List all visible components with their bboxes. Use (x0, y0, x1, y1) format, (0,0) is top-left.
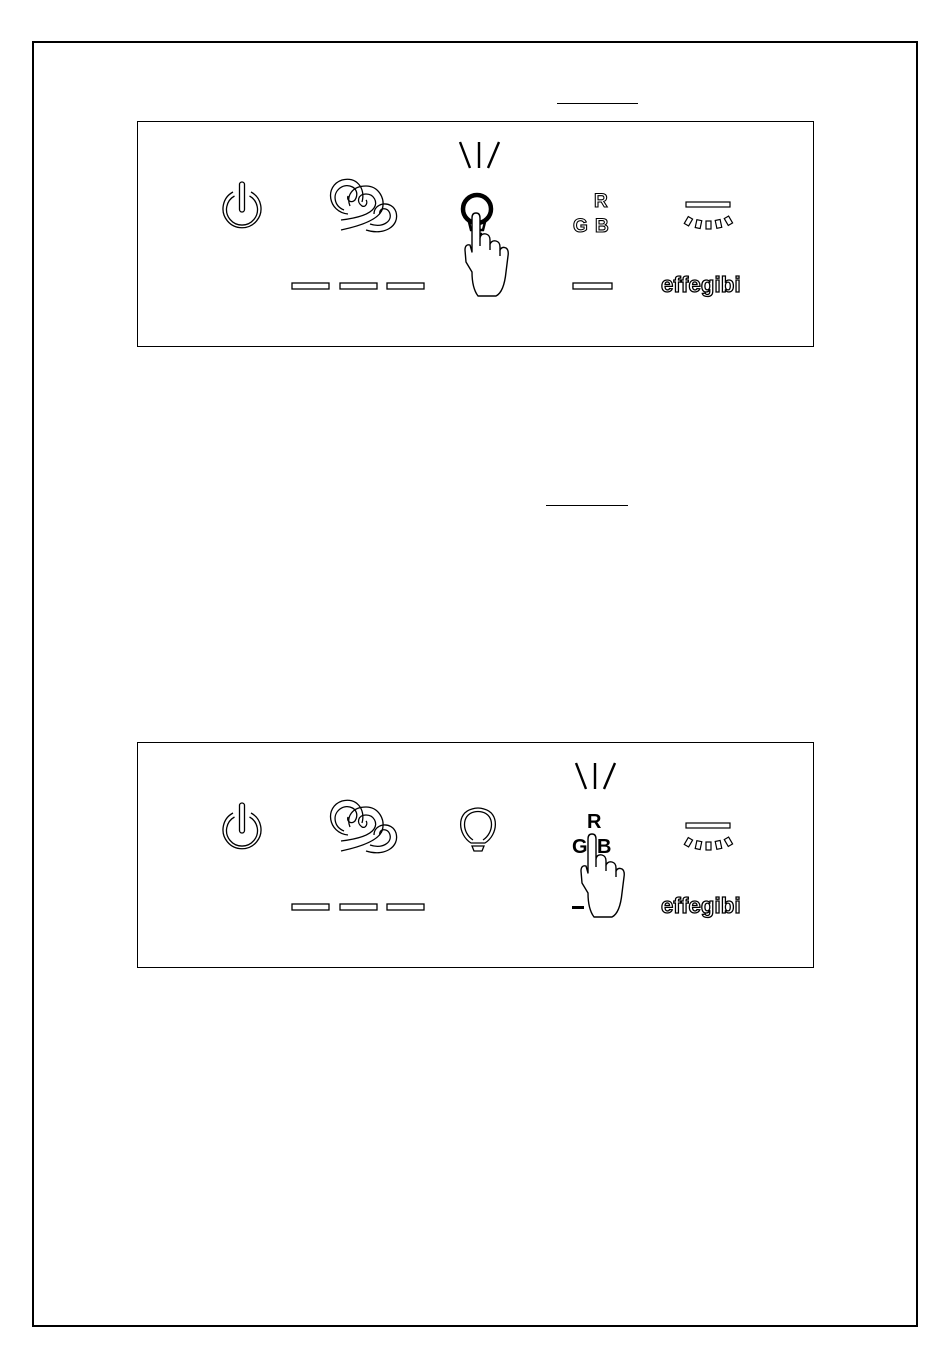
fan-speed-icon[interactable] (331, 179, 397, 232)
rgb-icon-g: G (572, 836, 588, 858)
speed-indicator-2 (340, 283, 377, 289)
press-rays-icon (460, 142, 499, 168)
hand-press-icon (465, 213, 508, 296)
speed-indicator-1 (292, 904, 329, 910)
rgb-icon[interactable] (573, 191, 609, 237)
ambient-light-icon[interactable] (684, 202, 732, 229)
speed-indicators (292, 283, 424, 289)
speed-indicator-1 (292, 283, 329, 289)
blank-line-middle (546, 505, 628, 506)
control-panel-light-pressed (137, 121, 814, 347)
rgb-icon-g: G (573, 216, 588, 237)
brand-logo: effegibi (661, 893, 741, 918)
rgb-icon-b: B (597, 836, 612, 858)
power-icon[interactable] (223, 182, 261, 228)
speed-indicator-2 (340, 904, 377, 910)
fan-speed-icon[interactable] (331, 800, 397, 853)
rgb-icon-b: B (595, 216, 609, 237)
brand-logo: effegibi (661, 272, 741, 297)
speed-indicators (292, 904, 424, 910)
panel-graphics (138, 743, 815, 969)
rgb-indicator-fragment (572, 906, 584, 909)
light-bulb-icon[interactable] (461, 808, 496, 851)
rgb-indicator (573, 283, 612, 289)
power-icon[interactable] (223, 803, 261, 849)
rgb-icon-r: R (587, 811, 602, 833)
blank-line-top (557, 103, 638, 104)
speed-indicator-3 (387, 283, 424, 289)
panel-graphics (138, 122, 815, 348)
speed-indicator-3 (387, 904, 424, 910)
press-rays-icon (576, 763, 615, 789)
rgb-icon-r: R (594, 191, 608, 212)
ambient-light-icon[interactable] (684, 823, 732, 850)
control-panel-rgb-pressed (137, 742, 814, 968)
